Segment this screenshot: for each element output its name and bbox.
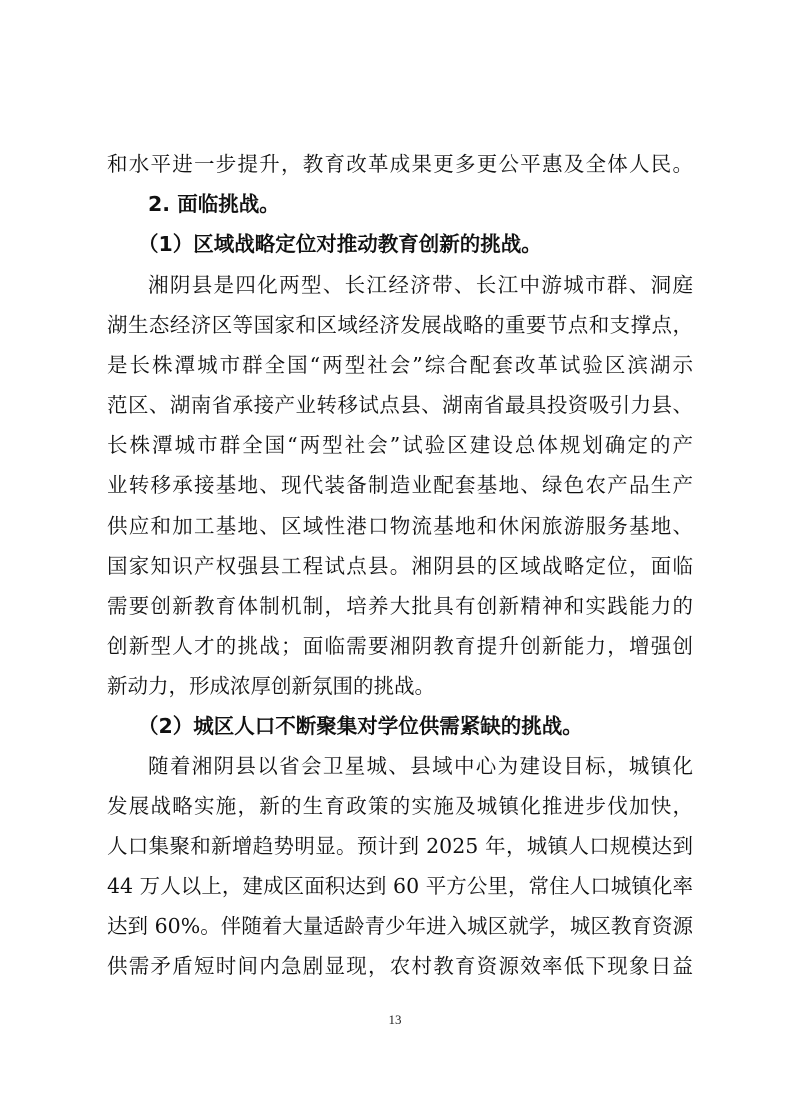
paragraph-line: 是长株潭城市群全国“两型社会”综合配套改革试验区滨湖示 bbox=[107, 353, 693, 377]
paragraph-line: 湘阴县是四化两型、长江经济带、长江中游城市群、洞庭 bbox=[148, 273, 693, 297]
paragraph-line: 随着湘阴县以省会卫星城、县域中心为建设目标，城镇化 bbox=[148, 754, 693, 778]
paragraph-line: 和水平进一步提升，教育改革成果更多更公平惠及全体人民。 bbox=[107, 152, 693, 176]
page-number: 13 bbox=[388, 1012, 402, 1027]
paragraph-line: 供需矛盾短时间内急剧显现，农村教育资源效率低下现象日益 bbox=[107, 954, 693, 978]
paragraph-line: 供应和加工基地、区域性港口物流基地和休闲旅游服务基地、 bbox=[107, 514, 693, 538]
paragraph-line: 需要创新教育体制机制，培养大批具有创新精神和实践能力的 bbox=[107, 594, 693, 618]
paragraph-line: 创新型人才的挑战；面临需要湘阴教育提升创新能力，增强创 bbox=[107, 634, 693, 658]
paragraph-line: 国家知识产权强县工程试点县。湘阴县的区域战略定位，面临 bbox=[107, 554, 693, 578]
paragraph-line: 范区、湖南省承接产业转移试点县、湖南省最具投资吸引力县、 bbox=[107, 393, 693, 417]
section-heading-challenges: 2. 面临挑战。 bbox=[148, 192, 280, 216]
paragraph-line: 湖生态经济区等国家和区域经济发展战略的重要节点和支撑点， bbox=[107, 313, 693, 337]
paragraph-line: 业转移承接基地、现代装备制造业配套基地、绿色农产品生产 bbox=[107, 473, 693, 497]
paragraph-line: 44 万人以上，建成区面积达到 60 平方公里，常住人口城镇化率 bbox=[107, 874, 693, 898]
paragraph-line: 发展战略实施，新的生育政策的实施及城镇化推进步伐加快， bbox=[107, 794, 693, 818]
paragraph-line: 达到 60%。伴随着大量适龄青少年进入城区就学，城区教育资源 bbox=[107, 914, 693, 938]
subsection-heading-strategic-positioning: （1）区域战略定位对推动教育创新的挑战。 bbox=[138, 232, 542, 256]
paragraph-line: 新动力，形成浓厚创新氛围的挑战。 bbox=[107, 674, 435, 698]
subsection-heading-population-concentration: （2）城区人口不断聚集对学位供需紧缺的挑战。 bbox=[138, 714, 583, 738]
paragraph-line: 长株潭城市群全国“两型社会”试验区建设总体规划确定的产 bbox=[107, 433, 693, 457]
paragraph-line: 人口集聚和新增趋势明显。预计到 2025 年，城镇人口规模达到 bbox=[107, 834, 693, 858]
